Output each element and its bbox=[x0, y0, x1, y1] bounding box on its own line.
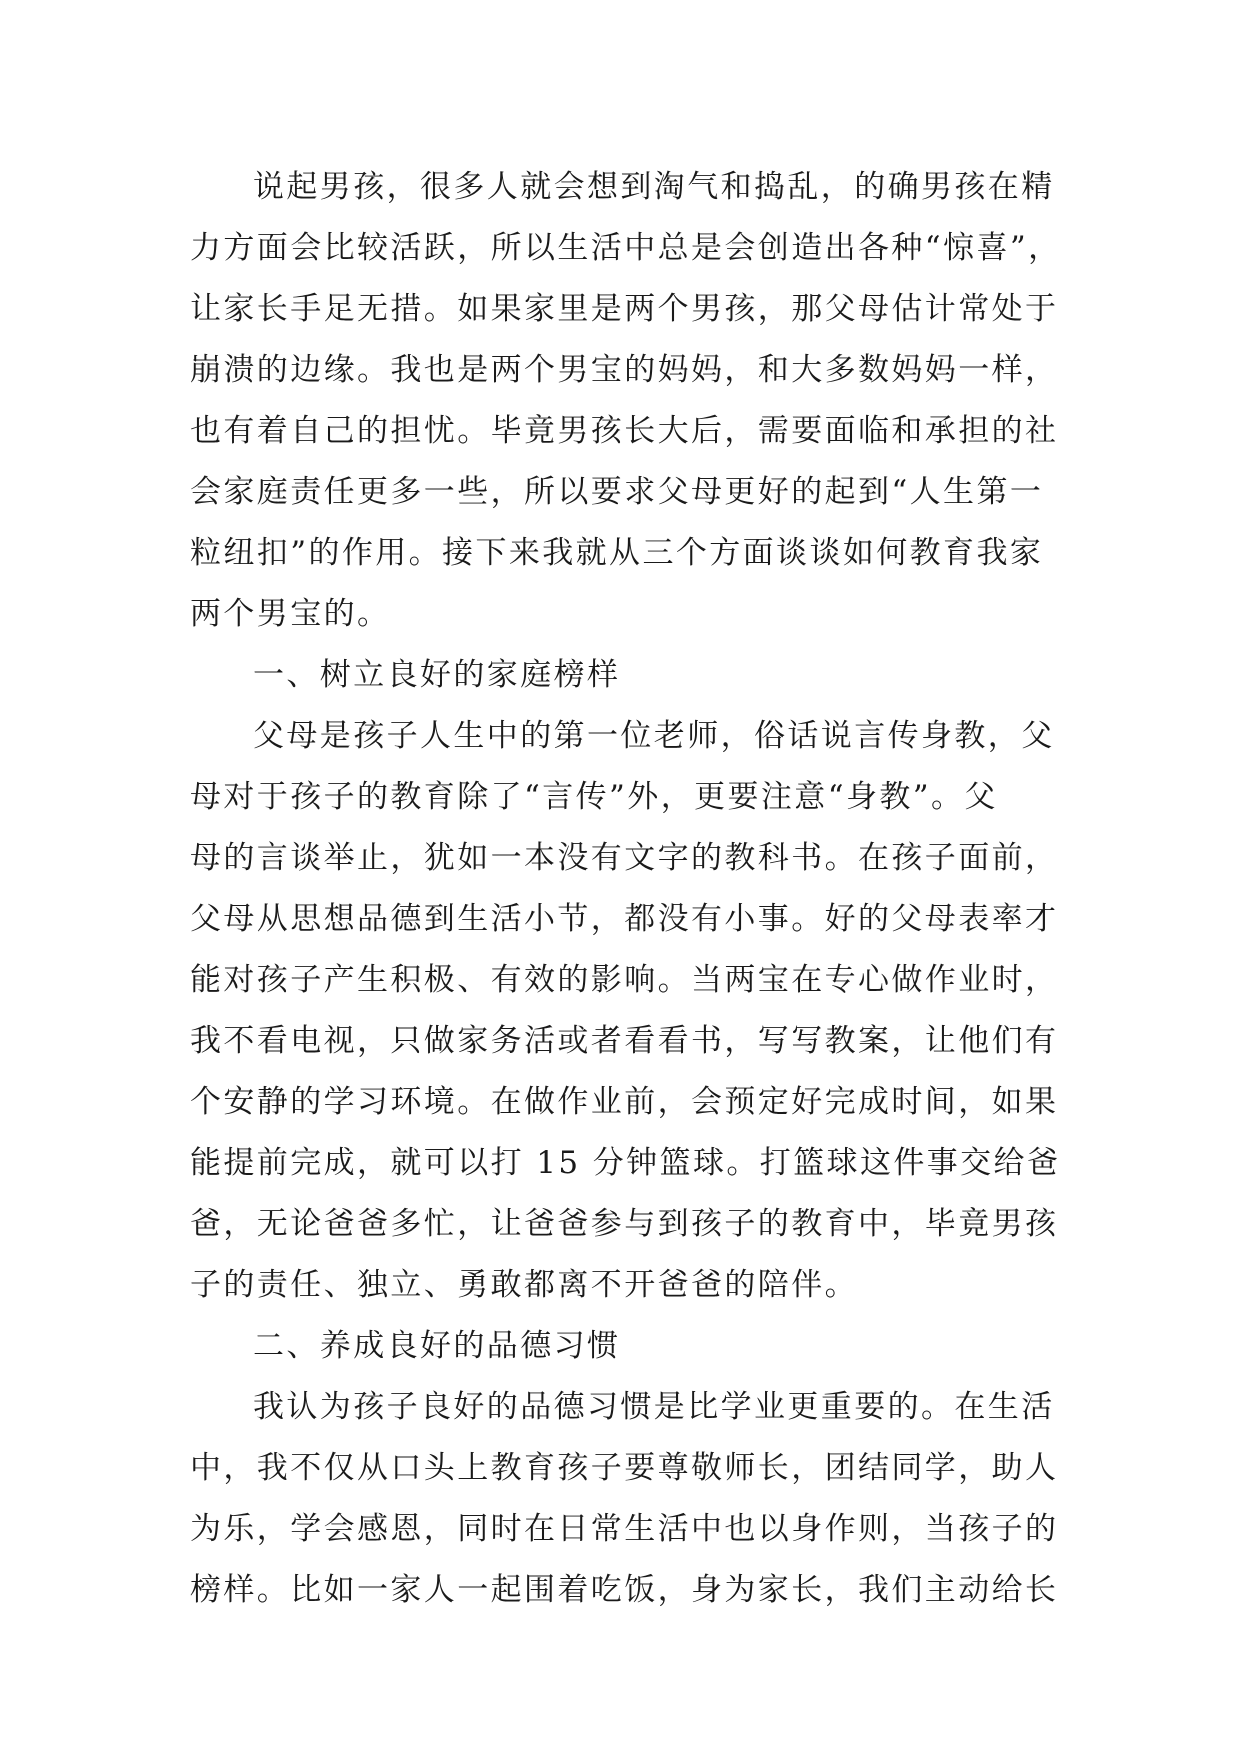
paragraph-intro-line-8: 两个男宝的。 bbox=[190, 596, 391, 632]
paragraph-section-1-line-8: 能提前完成，就可以打 15 分钟篮球。打篮球这件事交给爸 bbox=[190, 1145, 1061, 1181]
paragraph-section-1-line-5: 能对孩子产生积极、有效的影响。当两宝在专心做作业时， bbox=[190, 962, 1059, 998]
paragraph-section-2-line-1: 我认为孩子良好的品德习惯是比学业更重要的。在生活 bbox=[253, 1389, 1055, 1425]
section-heading-2: 二、养成良好的品德习惯 bbox=[253, 1328, 621, 1364]
paragraph-section-2-line-2: 中，我不仅从口头上教育孩子要尊敬师长，团结同学，助人 bbox=[190, 1450, 1059, 1486]
paragraph-intro-line-3: 让家长手足无措。如果家里是两个男孩，那父母估计常处于 bbox=[190, 291, 1059, 327]
paragraph-section-1-line-6: 我不看电视，只做家务活或者看看书，写写教案，让他们有 bbox=[190, 1023, 1059, 1059]
paragraph-intro-line-6: 会家庭责任更多一些，所以要求父母更好的起到“人生第一 bbox=[190, 474, 1044, 510]
paragraph-section-1-line-4: 父母从思想品德到生活小节，都没有小事。好的父母表率才 bbox=[190, 901, 1059, 937]
paragraph-section-1-line-7: 个安静的学习环境。在做作业前，会预定好完成时间，如果 bbox=[190, 1084, 1059, 1120]
paragraph-section-2-line-3: 为乐，学会感恩，同时在日常生活中也以身作则，当孩子的 bbox=[190, 1511, 1059, 1547]
section-heading-1: 一、树立良好的家庭榜样 bbox=[253, 657, 621, 693]
paragraph-intro-line-5: 也有着自己的担忧。毕竟男孩长大后，需要面临和承担的社 bbox=[190, 413, 1059, 449]
paragraph-section-2-line-4: 榜样。比如一家人一起围着吃饭，身为家长，我们主动给长 bbox=[190, 1572, 1059, 1608]
paragraph-section-1-line-9: 爸，无论爸爸多忙，让爸爸参与到孩子的教育中，毕竟男孩 bbox=[190, 1206, 1059, 1242]
paragraph-section-1-line-3: 母的言谈举止，犹如一本没有文字的教科书。在孩子面前， bbox=[190, 840, 1059, 876]
paragraph-intro-line-1: 说起男孩，很多人就会想到淘气和捣乱，的确男孩在精 bbox=[253, 169, 1055, 205]
paragraph-section-1-line-1: 父母是孩子人生中的第一位老师，俗话说言传身教，父 bbox=[253, 718, 1055, 754]
paragraph-intro-line-2: 力方面会比较活跃，所以生活中总是会创造出各种“惊喜”， bbox=[190, 230, 1062, 266]
paragraph-section-1-line-10: 子的责任、独立、勇敢都离不开爸爸的陪伴。 bbox=[190, 1267, 858, 1303]
paragraph-section-1-line-2: 母对于孩子的教育除了“言传”外，更要注意“身教”。父 bbox=[190, 779, 998, 815]
paragraph-intro-line-7: 粒纽扣”的作用。接下来我就从三个方面谈谈如何教育我家 bbox=[190, 535, 1044, 571]
paragraph-intro-line-4: 崩溃的边缘。我也是两个男宝的妈妈，和大多数妈妈一样， bbox=[190, 352, 1059, 388]
